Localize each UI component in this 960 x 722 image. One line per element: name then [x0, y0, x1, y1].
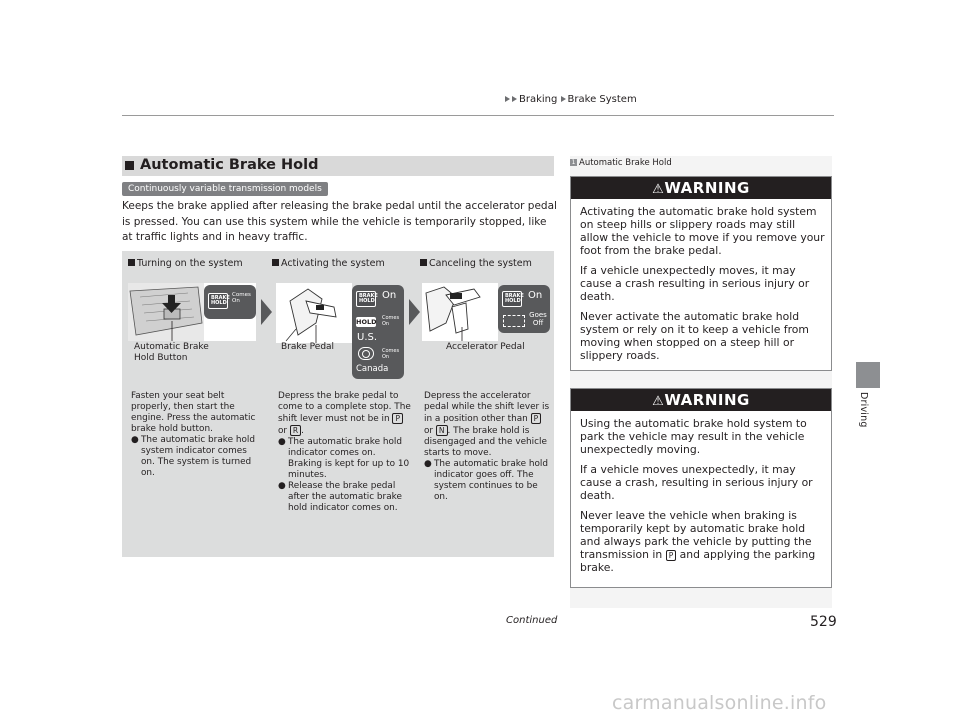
indicator-panel — [204, 285, 256, 319]
continued-label: Continued — [506, 615, 558, 626]
brake-hold-indicator-icon: BRAKE HOLD — [502, 291, 522, 307]
square-bullet-icon — [128, 259, 135, 266]
page-number: 529 — [810, 614, 837, 630]
arrow-icon — [561, 96, 566, 102]
brake-hold-indicator-icon: BRAKE HOLD — [208, 293, 228, 309]
breadcrumb-item[interactable]: Brake System — [567, 94, 637, 105]
side-tab-label[interactable]: Driving — [858, 392, 869, 428]
indicator-on-label: On — [528, 290, 543, 301]
indicator-panel — [352, 285, 404, 379]
hold-indicator-icon: HOLD — [356, 318, 377, 326]
breadcrumb — [505, 94, 637, 105]
warning-header: ⚠WARNING — [571, 389, 831, 411]
brake-hold-indicator-icon: BRAKE HOLD — [356, 291, 376, 307]
model-badge: Continuously variable transmission models — [122, 182, 328, 196]
bullet-item: ● The automatic brake hold indicator comes on. Braking is kept for up to 10 minutes. — [278, 437, 410, 480]
indicator-status: Comes On — [232, 292, 251, 304]
warning-triangle-icon: ⚠ — [652, 182, 665, 197]
shift-key-p: P — [392, 413, 403, 424]
square-bullet-icon — [420, 259, 427, 266]
bullet-item: ● The automatic brake hold indicator goes off. The system continues to be on. — [424, 459, 549, 502]
warning-text: Using the automatic brake hold system to park the vehicle may result in the vehicle unexpectedly moving. If a vehicle moves unexpectedly, it may cause a crash, resulting in serious injury or death. Never leave the vehicle when braking is temporarily kept by automatic brake hold and always park the vehicle by putting the transmission in P and applying the parking brake. — [580, 417, 816, 574]
side-tab-marker — [856, 362, 880, 388]
step-description — [424, 391, 550, 503]
bullet-item: ● Release the brake pedal after the automatic brake hold indicator comes on. — [278, 481, 402, 513]
square-bullet-icon — [272, 259, 279, 266]
flow-arrow-icon — [409, 299, 420, 325]
step-text: Depress the accelerator pedal while the shift lever is in a position other than P or N . The brake hold is disengaged and the vehicle starts to move. — [424, 391, 550, 458]
step-text: Fasten your seat belt properly, then start the engine. Press the automatic brake hold button. — [131, 391, 256, 434]
bullet-icon: ● — [278, 437, 286, 447]
step-description — [131, 391, 263, 479]
section-title-bar — [122, 156, 554, 176]
image-label: Accelerator Pedal — [446, 342, 525, 352]
shift-key-r: R — [290, 425, 301, 436]
shift-key-n: N — [436, 425, 448, 436]
shift-key-p: P — [531, 413, 542, 424]
breadcrumb-item[interactable]: Braking — [519, 94, 558, 105]
step-heading: Activating the system — [272, 258, 385, 269]
step-heading: Turning on the system — [128, 258, 243, 269]
warning-box — [570, 388, 832, 588]
section-title: Automatic Brake Hold — [140, 157, 319, 173]
brake-symbol-icon — [358, 347, 374, 360]
region-label-canada: Canada — [356, 364, 389, 374]
arrow-icon — [512, 96, 517, 102]
indicator-status: Goes Off — [529, 311, 547, 327]
image-label: Brake Pedal — [281, 342, 335, 352]
indicator-status: Comes On — [382, 315, 400, 327]
bullet-icon: ● — [424, 459, 432, 469]
header-divider — [122, 115, 834, 116]
indicator-off-icon — [503, 315, 525, 327]
indicator-panel — [498, 285, 550, 333]
bullet-icon: ● — [278, 481, 286, 491]
intro-paragraph: Keeps the brake applied after releasing the brake pedal until the accelerator pedal is pressed. You can use this system while the vehicle is temporarily stopped, like at traffic lights and in heavy traffic. — [122, 200, 557, 243]
region-label-us: U.S. — [357, 332, 378, 343]
indicator-status: Comes On — [382, 348, 400, 360]
warning-text: Activating the automatic brake hold system on steep hills or slippery roads may still allow the vehicle to move if you remove your foot from the brake pedal. If a vehicle unexpectedly moves, it may cause a crash resulting in serious injury or death. Never activate the automatic brake hold system or rely on it to keep a vehicle from moving when stopped on a steep hill or slippery roads. — [580, 205, 825, 362]
flow-arrow-icon — [261, 299, 272, 325]
sidebar-reference[interactable]: 1 Automatic Brake Hold — [571, 158, 672, 168]
step-heading: Canceling the system — [420, 258, 532, 269]
bullet-icon: ● — [131, 435, 139, 445]
shift-key-p: P — [666, 550, 677, 561]
reference-marker-icon: 1 — [571, 158, 576, 166]
arrow-icon — [505, 96, 510, 102]
image-label: Automatic Brake Hold Button — [134, 342, 209, 363]
bullet-item: ● The automatic brake hold system indicator comes on. The system is turned on. — [131, 435, 256, 478]
brake-pedal-illustration — [276, 283, 410, 381]
warning-box — [570, 176, 832, 371]
step-text: Depress the brake pedal to come to a complete stop. The shift lever must not be in P or R . — [278, 391, 411, 436]
warning-triangle-icon: ⚠ — [652, 394, 665, 409]
square-bullet-icon — [125, 161, 134, 170]
warning-header: ⚠WARNING — [571, 177, 831, 199]
brake-hold-button-illustration — [128, 283, 256, 341]
watermark: carmanualsonline.info — [612, 692, 827, 714]
indicator-on-label: On — [382, 290, 397, 301]
accelerator-pedal-illustration — [422, 283, 552, 341]
step-description — [278, 391, 412, 514]
